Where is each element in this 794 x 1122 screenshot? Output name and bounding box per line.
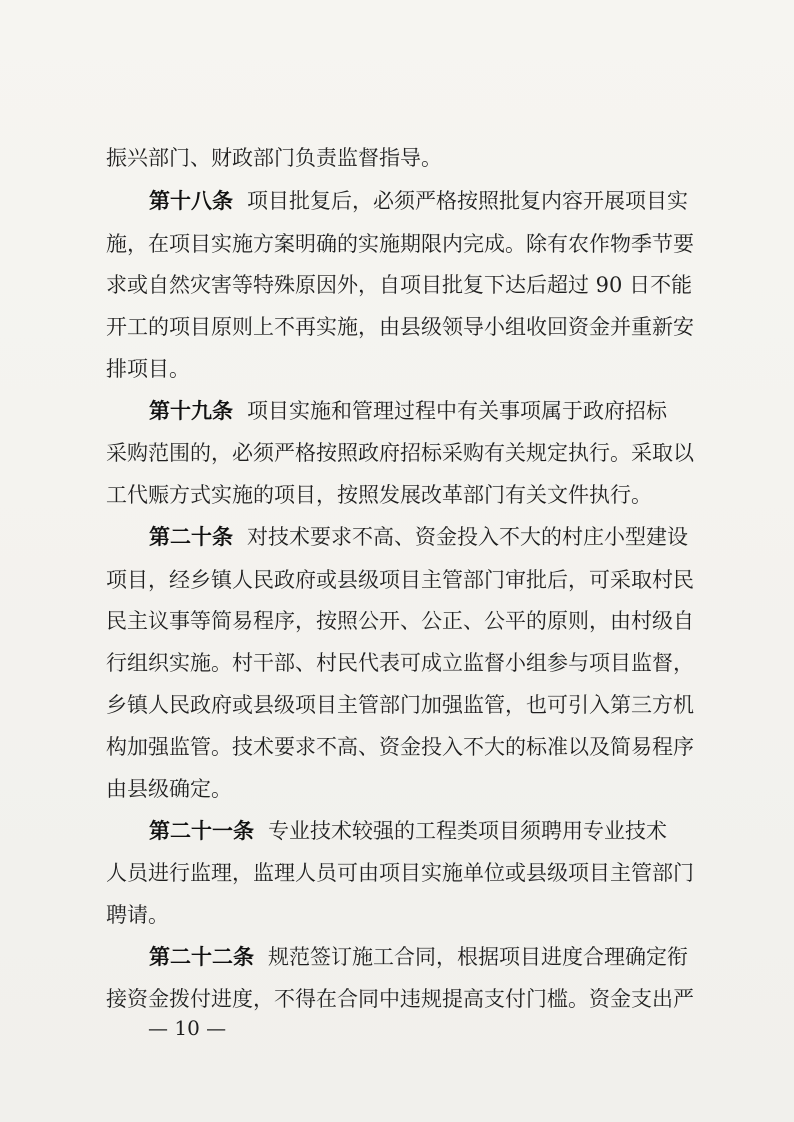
page-number: — 10 — [148, 1016, 227, 1040]
article-heading: 第二十二条 [149, 944, 254, 969]
text-line: 开工的项目原则上不再实施，由县级领导小组收回资金并重新安 [106, 315, 694, 339]
article-22-line: 第二十二条 规范签订施工合同，根据项目进度合理确定衔 [149, 944, 688, 969]
text-line: 构加强监管。技术要求不高、资金投入不大的标准以及简易程序 [106, 735, 694, 759]
text-line: 求或自然灾害等特殊原因外，自项目批复下达后超过 90 日不能 [106, 273, 693, 297]
text-line: 排项目。 [106, 357, 190, 381]
text-line: 采购范围的，必须严格按照政府招标采购有关规定执行。采取以 [106, 441, 694, 465]
text-line: 由县级确定。 [106, 777, 232, 801]
text-line: 振兴部门、财政部门负责监督指导。 [106, 146, 442, 170]
text-line: 行组织实施。村干部、村民代表可成立监督小组参与项目监督， [106, 651, 694, 675]
text-line: 项目，经乡镇人民政府或县级项目主管部门审批后，可采取村民 [106, 568, 694, 592]
text-line: 工代赈方式实施的项目，按照发展改革部门有关文件执行。 [106, 483, 652, 507]
article-heading: 第十八条 [149, 188, 233, 213]
text-line: 乡镇人民政府或县级项目主管部门加强监管，也可引入第三方机 [106, 693, 694, 717]
text-line: 施，在项目实施方案明确的实施期限内完成。除有农作物季节要 [106, 232, 694, 256]
text-line: 聘请。 [106, 903, 169, 927]
article-heading: 第二十一条 [149, 818, 254, 843]
text-line: 接资金拨付进度，不得在合同中违规提高支付门槛。资金支出严 [106, 987, 694, 1011]
article-20-line: 第二十条 对技术要求不高、资金投入不大的村庄小型建设 [149, 524, 688, 549]
article-heading: 第二十条 [149, 524, 233, 549]
article-18-line: 第十八条 项目批复后，必须严格按照批复内容开展项目实 [149, 188, 688, 213]
article-heading: 第十九条 [149, 398, 233, 423]
article-21-line: 第二十一条 专业技术较强的工程类项目须聘用专业技术 [149, 818, 667, 843]
article-19-line: 第十九条 项目实施和管理过程中有关事项属于政府招标 [149, 398, 667, 423]
text-line: 民主议事等简易程序，按照公开、公正、公平的原则，由村级自 [106, 609, 694, 633]
text-line: 人员进行监理，监理人员可由项目实施单位或县级项目主管部门 [106, 861, 694, 885]
